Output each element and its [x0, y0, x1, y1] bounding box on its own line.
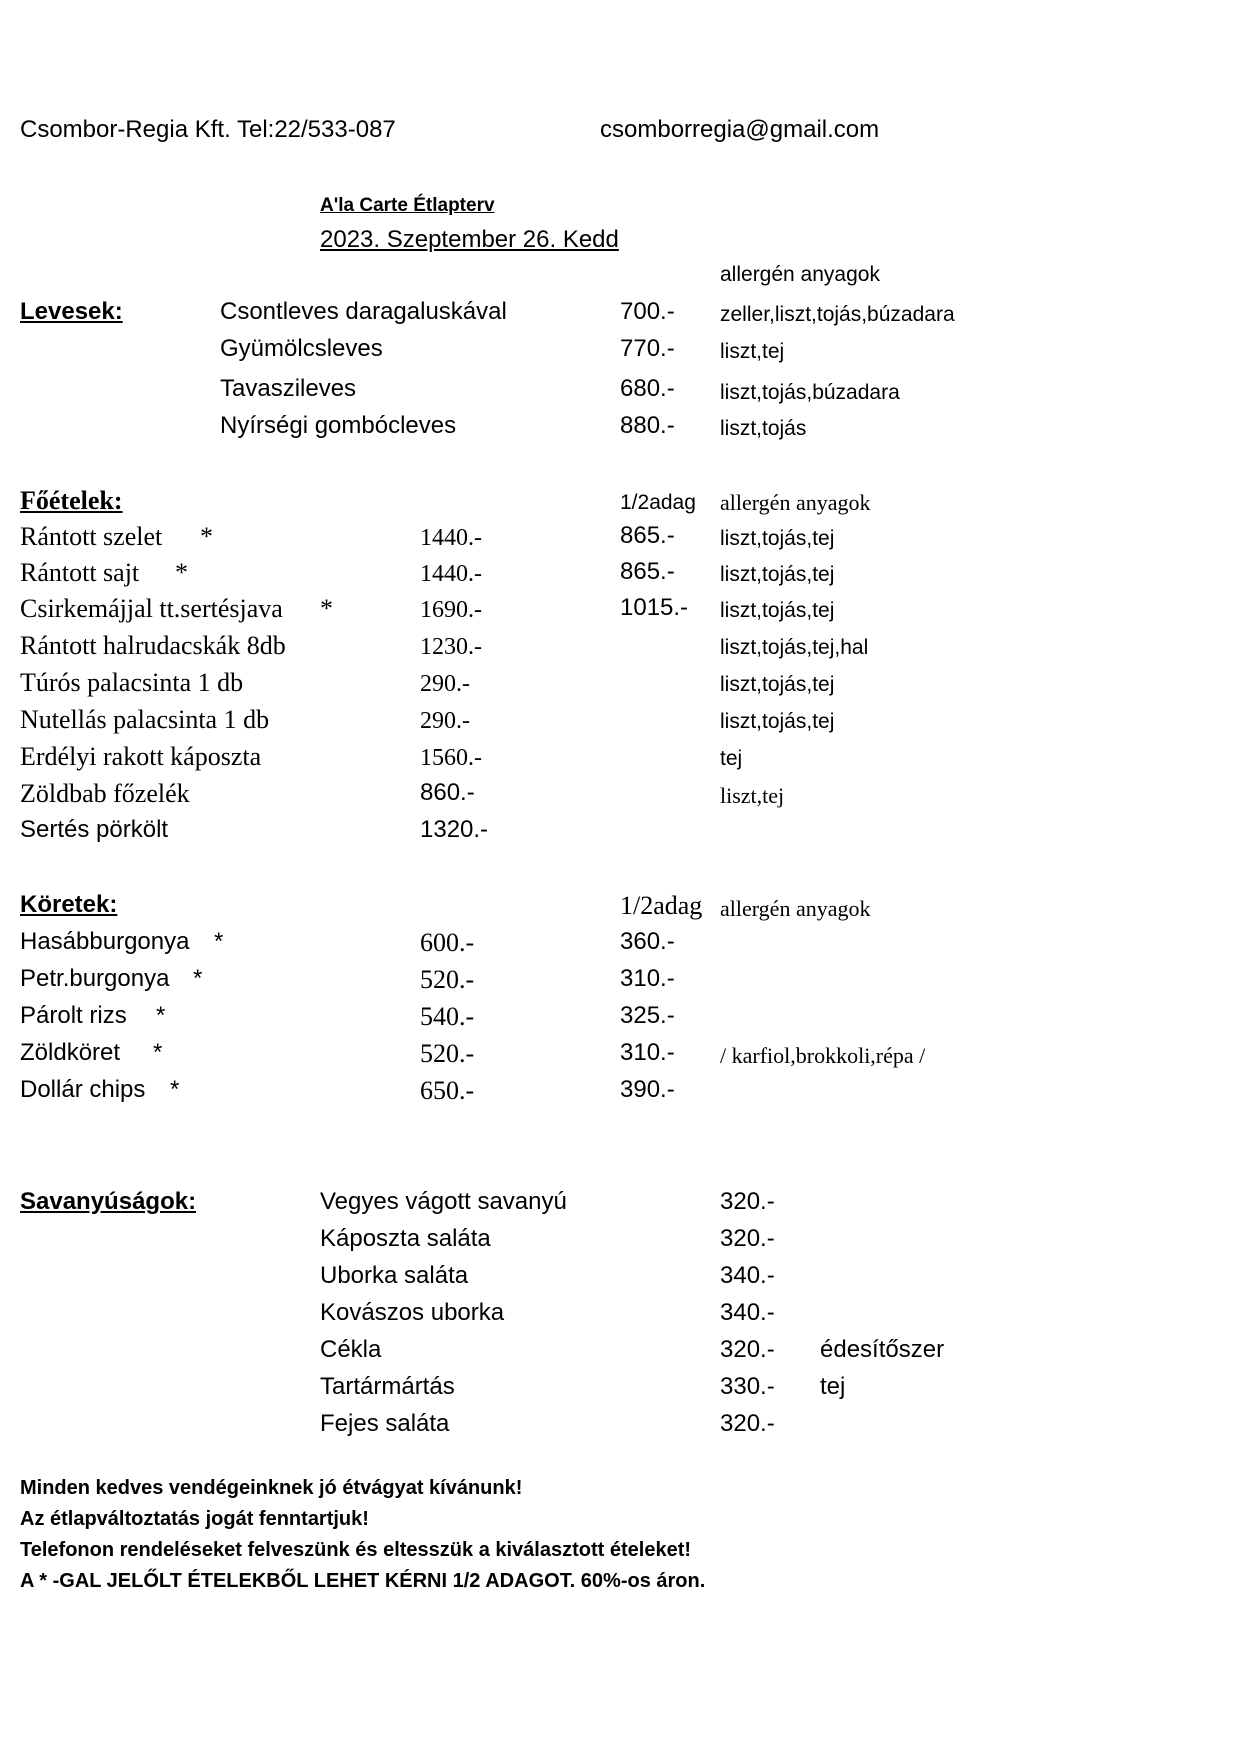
main-dish-price: 860.- [420, 779, 475, 806]
main-dish-name: Túrós palacsinta 1 db [20, 668, 244, 697]
half-portion-mark: * [175, 558, 188, 587]
main-dish-name: Zöldbab főzelék [20, 779, 190, 808]
half-portion-mark: * [320, 594, 333, 623]
side-dish-half-price: 310.- [620, 1039, 675, 1066]
pickle-name: Cékla [320, 1336, 382, 1363]
soup-name: Gyümölcsleves [220, 335, 383, 362]
soup-name: Nyírségi gombócleves [220, 412, 457, 439]
side-dish-price: 520.- [420, 1039, 475, 1068]
half-portion-mark: * [214, 928, 224, 955]
soup-price: 880.- [620, 412, 675, 439]
main-dish-price: 1230.- [420, 634, 482, 660]
soups-heading: Levesek: [20, 298, 123, 325]
pickle-name: Káposzta saláta [320, 1225, 491, 1252]
menu-title: A'la Carte Étlapterv [320, 195, 495, 216]
side-dish-price: 650.- [420, 1076, 475, 1105]
main-dish-half-price: 865.- [620, 522, 675, 549]
pickle-name: Tartármártás [320, 1373, 455, 1400]
main-dish-allergens: liszt,tojás,tej [720, 710, 835, 733]
main-dish-half-price: 865.- [620, 558, 675, 585]
main-dish-name: Csirkemájjal tt.sertésjava [20, 594, 283, 623]
side-dish-price: 520.- [420, 965, 475, 994]
footer-line: Minden kedves vendégeinknek jó étvágyat kívánunk! [20, 1477, 523, 1499]
main-dish-allergens: liszt,tej [720, 783, 785, 808]
main-dish-allergens: liszt,tojás,tej [720, 527, 835, 550]
side-dish-price: 540.- [420, 1002, 475, 1031]
footer-line: Telefonon rendeléseket felveszünk és eltesszük a kiválasztott ételeket! [20, 1539, 692, 1561]
soup-allergens: liszt,tojás,búzadara [720, 381, 900, 404]
side-half-portion-header: 1/2adag [620, 891, 703, 920]
main-dish-name: Erdélyi rakott káposzta [20, 742, 262, 771]
main-dish-name: Rántott halrudacskák 8db [20, 631, 286, 660]
side-dish-half-price: 325.- [620, 1002, 675, 1029]
main-dish-name: Rántott sajt [20, 558, 140, 587]
pickle-name: Uborka saláta [320, 1262, 469, 1289]
pickle-price: 320.- [720, 1225, 775, 1252]
side-dish-name: Párolt rizs [20, 1002, 127, 1029]
main-dish-price: 290.- [420, 671, 470, 697]
main-allergen-header: allergén anyagok [720, 490, 871, 515]
side-dish-name: Hasábburgonya [20, 928, 190, 955]
company-info: Csombor-Regia Kft. Tel:22/533-087 [20, 116, 396, 143]
side-dishes-heading: Köretek: [20, 891, 118, 918]
main-dish-name: Rántott szelet [20, 522, 163, 551]
side-dish-price: 600.- [420, 928, 475, 957]
pickles-heading: Savanyúságok: [20, 1188, 197, 1215]
pickle-price: 330.- [720, 1373, 775, 1400]
footer-line: Az étlapváltoztatás jogát fenntartjuk! [20, 1508, 369, 1530]
pickle-name: Vegyes vágott savanyú [320, 1188, 567, 1215]
side-dish-half-price: 360.- [620, 928, 675, 955]
side-dish-name: Zöldköret [20, 1039, 121, 1066]
main-dish-price: 1320.- [420, 816, 489, 843]
soup-allergen-header: allergén anyagok [720, 263, 880, 286]
soup-allergens: liszt,tej [720, 340, 785, 363]
pickle-price: 320.- [720, 1410, 775, 1437]
main-dish-price: 1440.- [420, 525, 482, 551]
main-dish-name: Sertés pörkölt [20, 816, 169, 843]
pickle-price: 340.- [720, 1299, 775, 1326]
half-portion-mark: * [153, 1039, 163, 1066]
pickle-price: 320.- [720, 1188, 775, 1215]
soup-allergens: zeller,liszt,tojás,búzadara [720, 303, 955, 326]
pickle-note: tej [820, 1373, 846, 1400]
soup-price: 770.- [620, 335, 675, 362]
pickle-price: 340.- [720, 1262, 775, 1289]
main-half-portion-header: 1/2adag [620, 491, 696, 514]
side-dish-half-price: 390.- [620, 1076, 675, 1103]
side-dish-half-price: 310.- [620, 965, 675, 992]
main-dish-allergens: tej [720, 747, 743, 770]
main-dish-half-price: 1015.- [620, 594, 689, 621]
soup-name: Tavaszileves [220, 375, 357, 402]
main-dish-allergens: liszt,tojás,tej [720, 599, 835, 622]
email-address: csomborregia@gmail.com [600, 116, 880, 143]
menu-date: 2023. Szeptember 26. Kedd [320, 226, 619, 253]
main-dish-allergens: liszt,tojás,tej [720, 673, 835, 696]
half-portion-mark: * [170, 1076, 180, 1103]
main-courses-heading: Főételek: [20, 486, 123, 515]
side-dish-name: Dollár chips [20, 1076, 146, 1103]
pickle-name: Kovászos uborka [320, 1299, 505, 1326]
side-allergen-header: allergén anyagok [720, 896, 871, 921]
main-dish-allergens: liszt,tojás,tej [720, 563, 835, 586]
main-dish-name: Nutellás palacsinta 1 db [20, 705, 270, 734]
soup-price: 680.- [620, 375, 675, 402]
pickle-name: Fejes saláta [320, 1410, 450, 1437]
footer-line: A * -GAL JELŐLT ÉTELEKBŐL LEHET KÉRNI 1/2 ADAGOT. 60%-os áron. [20, 1570, 706, 1592]
main-dish-allergens: liszt,tojás,tej,hal [720, 636, 869, 659]
pickle-note: édesítőszer [820, 1336, 945, 1363]
main-dish-price: 290.- [420, 708, 470, 734]
soup-allergens: liszt,tojás [720, 417, 807, 440]
soup-name: Csontleves daragaluskával [220, 298, 507, 325]
main-dish-price: 1560.- [420, 745, 482, 771]
half-portion-mark: * [200, 522, 213, 551]
main-dish-price: 1440.- [420, 561, 482, 587]
soup-price: 700.- [620, 298, 675, 325]
main-dish-price: 1690.- [420, 597, 482, 623]
side-dish-note: / karfiol,brokkoli,répa / [720, 1043, 926, 1068]
side-dish-name: Petr.burgonya [20, 965, 170, 992]
pickle-price: 320.- [720, 1336, 775, 1363]
half-portion-mark: * [193, 965, 203, 992]
half-portion-mark: * [156, 1002, 166, 1029]
